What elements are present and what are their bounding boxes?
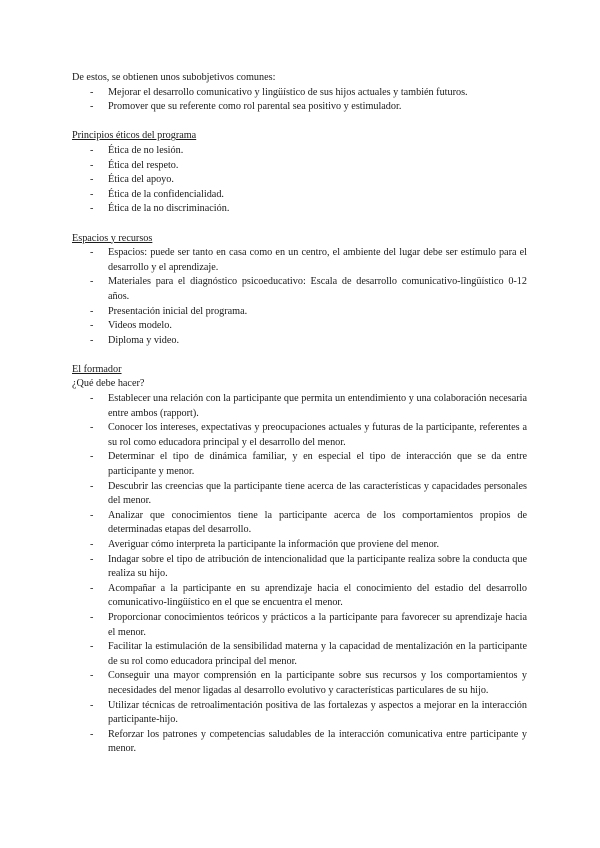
dash-bullet: - <box>90 728 94 740</box>
dash-bullet: - <box>90 276 94 288</box>
dash-bullet: - <box>90 670 94 682</box>
list-item: - Acompañar a la participante en su aprendizaje hacia el conocimiento del estadio del desarrollo comunicativo-lingüístico en el que se encuentra el menor. <box>90 582 527 609</box>
list-item: - Promover que su referente como rol parental sea positivo y estimulador. <box>72 100 527 115</box>
dash-bullet: - <box>90 451 94 463</box>
list-item: - Determinar el tipo de dinámica familiar, y en especial el tipo de interacción que se da entre participante y menor. <box>90 451 527 478</box>
trainer-list <box>72 392 527 757</box>
dash-bullet: - <box>90 86 94 98</box>
dash-bullet: - <box>90 174 94 186</box>
dash-bullet: - <box>90 305 94 317</box>
list-item: - Indagar sobre el tipo de atribución de intencionalidad que la participante realiza sobre la conducta que realiza su hijo. <box>90 553 527 580</box>
list-item: - Materiales para el diagnóstico psicoeducativo: Escala de desarrollo comunicativo-lingüístico 0-12 años. <box>90 276 527 302</box>
dash-bullet: - <box>90 553 94 565</box>
intro-list <box>72 86 527 115</box>
dash-bullet: - <box>90 203 94 215</box>
section-heading-trainer: El formador <box>72 363 122 375</box>
dash-bullet: - <box>90 539 94 550</box>
dash-bullet: - <box>90 188 94 200</box>
list-item: - Reforzar los patrones y competencias saludables de la interacción comunicativa entre participante y menor. <box>90 728 527 755</box>
principles-list <box>72 144 527 217</box>
spaces-list <box>72 246 527 348</box>
list-item: - Analizar que conocimientos tiene la participante acerca de los comportamientos propios de determinadas etapas del desarrollo. <box>90 509 527 536</box>
list-item: - Videos modelo. <box>72 319 527 334</box>
dash-bullet: - <box>90 334 94 346</box>
list-item: - Presentación inicial del programa. <box>72 305 527 320</box>
section-heading-principles: Principios éticos del programa <box>72 130 197 142</box>
dash-bullet: - <box>90 101 94 113</box>
dash-bullet: - <box>90 699 94 711</box>
dash-bullet: - <box>90 247 94 259</box>
list-item: - Proporcionar conocimientos teóricos y prácticos a la participante para favorecer su aprendizaje hacia el menor. <box>90 611 527 638</box>
list-item: - Ética del respeto. <box>72 159 527 174</box>
list-item: - Descubrir las creencias que la participante tiene acerca de las características y capacidades personales del menor. <box>90 480 527 507</box>
dash-bullet: - <box>90 641 94 653</box>
list-item: - Utilizar técnicas de retroalimentación positiva de las fortalezas y aspectos a mejorar en la interacción participante-hijo. <box>90 699 527 726</box>
list-item: - Conseguir una mayor comprensión en la participante sobre sus recursos y los comportamientos y necesidades del menor ligadas al desarrollo evolutivo y características particulares de su hijo. <box>90 670 527 696</box>
list-item: - Ética del apoyo. <box>72 173 527 188</box>
list-item: - Facilitar la estimulación de la sensibilidad materna y la capacidad de mentalización en la participante de su rol como educadora principal del menor. <box>90 641 527 667</box>
dash-bullet: - <box>90 144 94 156</box>
dash-bullet: - <box>90 159 94 171</box>
list-item: - Establecer una relación con la participante que permita un entendimiento y una colaboración necesaria entre ambos (rapport). <box>90 393 527 419</box>
list-item: - Ética de no lesión. <box>72 144 527 159</box>
dash-bullet: - <box>90 422 94 434</box>
dash-bullet: - <box>90 320 94 332</box>
dash-bullet: - <box>90 582 94 594</box>
document-body <box>72 71 527 757</box>
list-item: - Espacios: puede ser tanto en casa como en un centro, el ambiente del lugar debe ser estímulo para el desarrollo y el aprendizaje. <box>90 247 527 273</box>
list-item: - Mejorar el desarrollo comunicativo y lingüístico de sus hijos actuales y también futuros. <box>72 86 527 101</box>
list-item: - Ética de la confidencialidad. <box>72 188 527 203</box>
intro-text: De estos, se obtienen unos subobjetivos comunes: <box>72 72 276 83</box>
dash-bullet: - <box>90 480 94 492</box>
list-item: - Conocer los intereses, expectativas y preocupaciones actuales y futuras de la participante, referentes a su rol como educadora principal y el desarrollo del menor. <box>90 422 527 448</box>
trainer-question: ¿Qué debe hacer? <box>72 378 145 390</box>
list-item: - Averiguar cómo interpreta la participante la información que proviene del menor. <box>72 538 527 553</box>
dash-bullet: - <box>90 611 94 623</box>
list-item: - Ética de la no discriminación. <box>72 202 527 217</box>
section-heading-spaces: Espacios y recursos <box>72 232 153 244</box>
dash-bullet: - <box>90 509 94 521</box>
dash-bullet: - <box>90 393 94 405</box>
list-item: - Diploma y video. <box>72 334 527 349</box>
